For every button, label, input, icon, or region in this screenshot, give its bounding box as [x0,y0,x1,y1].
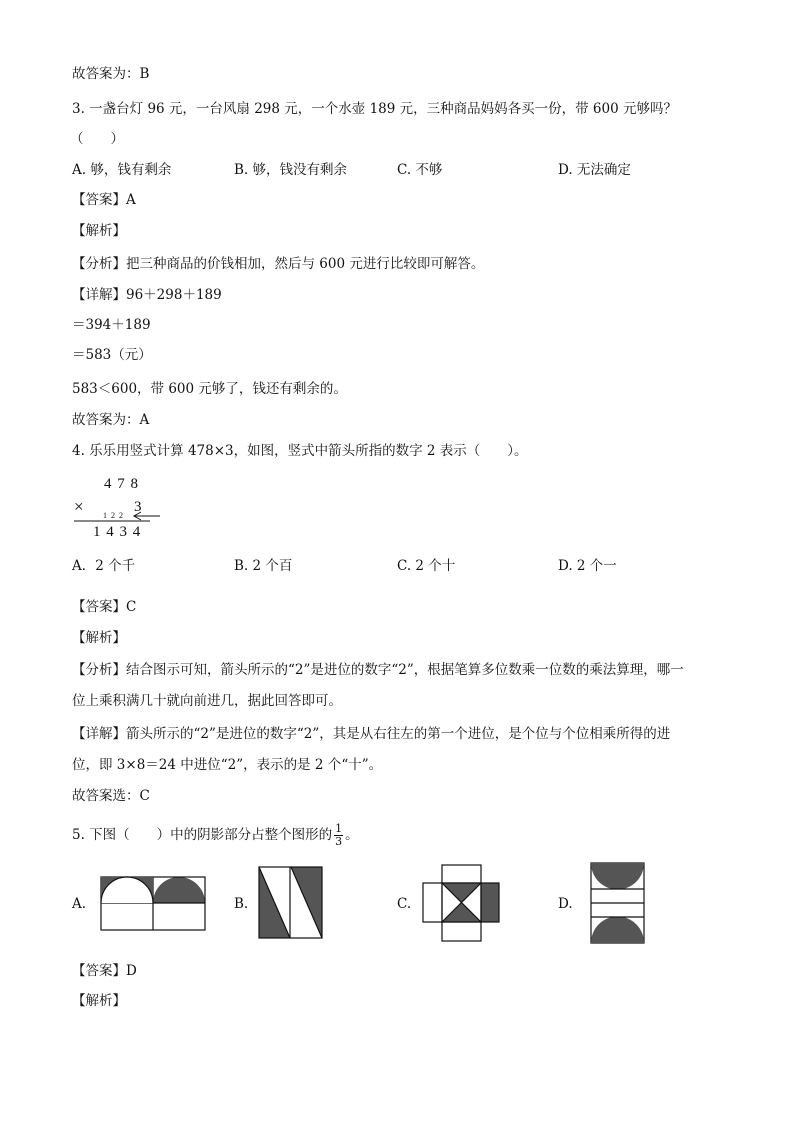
q3-option-d: D. 无法确定 [558,162,631,178]
q4-stem: 4. 乐乐用竖式计算 478×3，如图，竖式中箭头所指的数字 2 表示（ ）。 [72,443,528,459]
q3-stem: 3. 一盏台灯 96 元，一台风扇 298 元，一个水壶 189 元，三种商品妈妈各买一份，带 600 元够吗？ [72,101,677,117]
fraction-numerator: 1 [335,822,343,835]
figure-c-shaded-right-square [481,883,499,922]
q3-conclusion: 故答案为：A [72,412,150,428]
fraction-one-third [334,823,343,848]
q5-answer: 【答案】D [72,963,137,979]
q3-analysis: 【分析】把三种商品的价钱相加，然后与 600 元进行比较即可解答。 [72,256,485,272]
q4-answer: 【答案】C [72,599,137,615]
vertical-product: 1 4 3 4 [93,524,142,540]
q4-option-d: D. 2 个一 [558,558,617,574]
q3-detail-4: 583＜600，带 600 元够了，钱还有剩余的。 [72,381,347,397]
figure-c-shaded-bottom-triangle [442,903,481,923]
figure-d-shaded-top-half-circle [591,863,644,890]
fraction-denominator: 3 [335,835,343,848]
q5-stem [72,823,359,848]
q5-figure-c [422,864,502,944]
figure-a-shaded-half-circle [153,877,205,903]
q4-option-a: A．2 个千 [72,558,136,574]
q3-answer: 【答案】A [72,192,136,208]
q4-detail-1: 【详解】箭头所示的“2”是进位的数字“2”，其是从右往左的第一个进位，是个位与个位相乘所得的进 [72,726,671,742]
q3-option-a: A. 够，钱有剩余 [72,162,172,178]
q5-stem-text: 5. 下图（ ）中的阴影部分占整个图形的 [72,827,333,843]
q5-figure-a [99,876,207,932]
previous-answer-line: 故答案为：B [72,66,150,82]
q5-option-b-label: B. [234,896,249,912]
vertical-times-sign: × [74,497,84,516]
q4-option-c: C. 2 个十 [397,558,456,574]
q3-answer-paren: （ ） [70,131,124,147]
vertical-carry-digits: 1 2 2 [103,511,124,520]
vertical-multiplier: 3 [134,499,142,515]
vertical-multiplicand: 4 7 8 [104,476,139,492]
q3-jiexi-heading: 【解析】 [72,223,126,239]
q5-figure-b [258,866,324,940]
q4-analysis-2: 位上乘积满几十就向前进几，据此回答即可。 [72,693,342,709]
q5-option-a-label: A. [72,896,87,912]
q5-stem-end: 。 [345,827,359,843]
q5-option-d-label: D. [558,896,573,912]
q5-option-c-label: C. [397,896,412,912]
figure-c-shaded-top-triangle [442,883,481,903]
q4-conclusion: 故答案选：C [72,788,150,804]
q3-option-b: B. 够，钱没有剩余 [234,162,348,178]
q5-jiexi-heading: 【解析】 [72,993,126,1009]
q3-option-c: C. 不够 [397,162,443,178]
q3-detail-3: ＝583（元） [72,347,152,363]
q4-jiexi-heading: 【解析】 [72,630,126,646]
figure-d-shaded-bottom-half-circle [591,917,644,944]
q4-detail-2: 位，即 3×8＝24 中进位“2”，表示的是 2 个“十”。 [72,757,383,773]
q5-figure-d [590,862,646,946]
q3-detail-1: 【详解】96＋298＋189 [72,287,222,303]
q3-detail-2: ＝394＋189 [72,317,151,333]
q4-analysis-1: 【分析】结合图示可知，箭头所示的“2”是进位的数字“2”，根据笔算多位数乘一位数的乘法算理，哪一 [72,662,684,678]
q4-option-b: B. 2 个百 [234,558,293,574]
